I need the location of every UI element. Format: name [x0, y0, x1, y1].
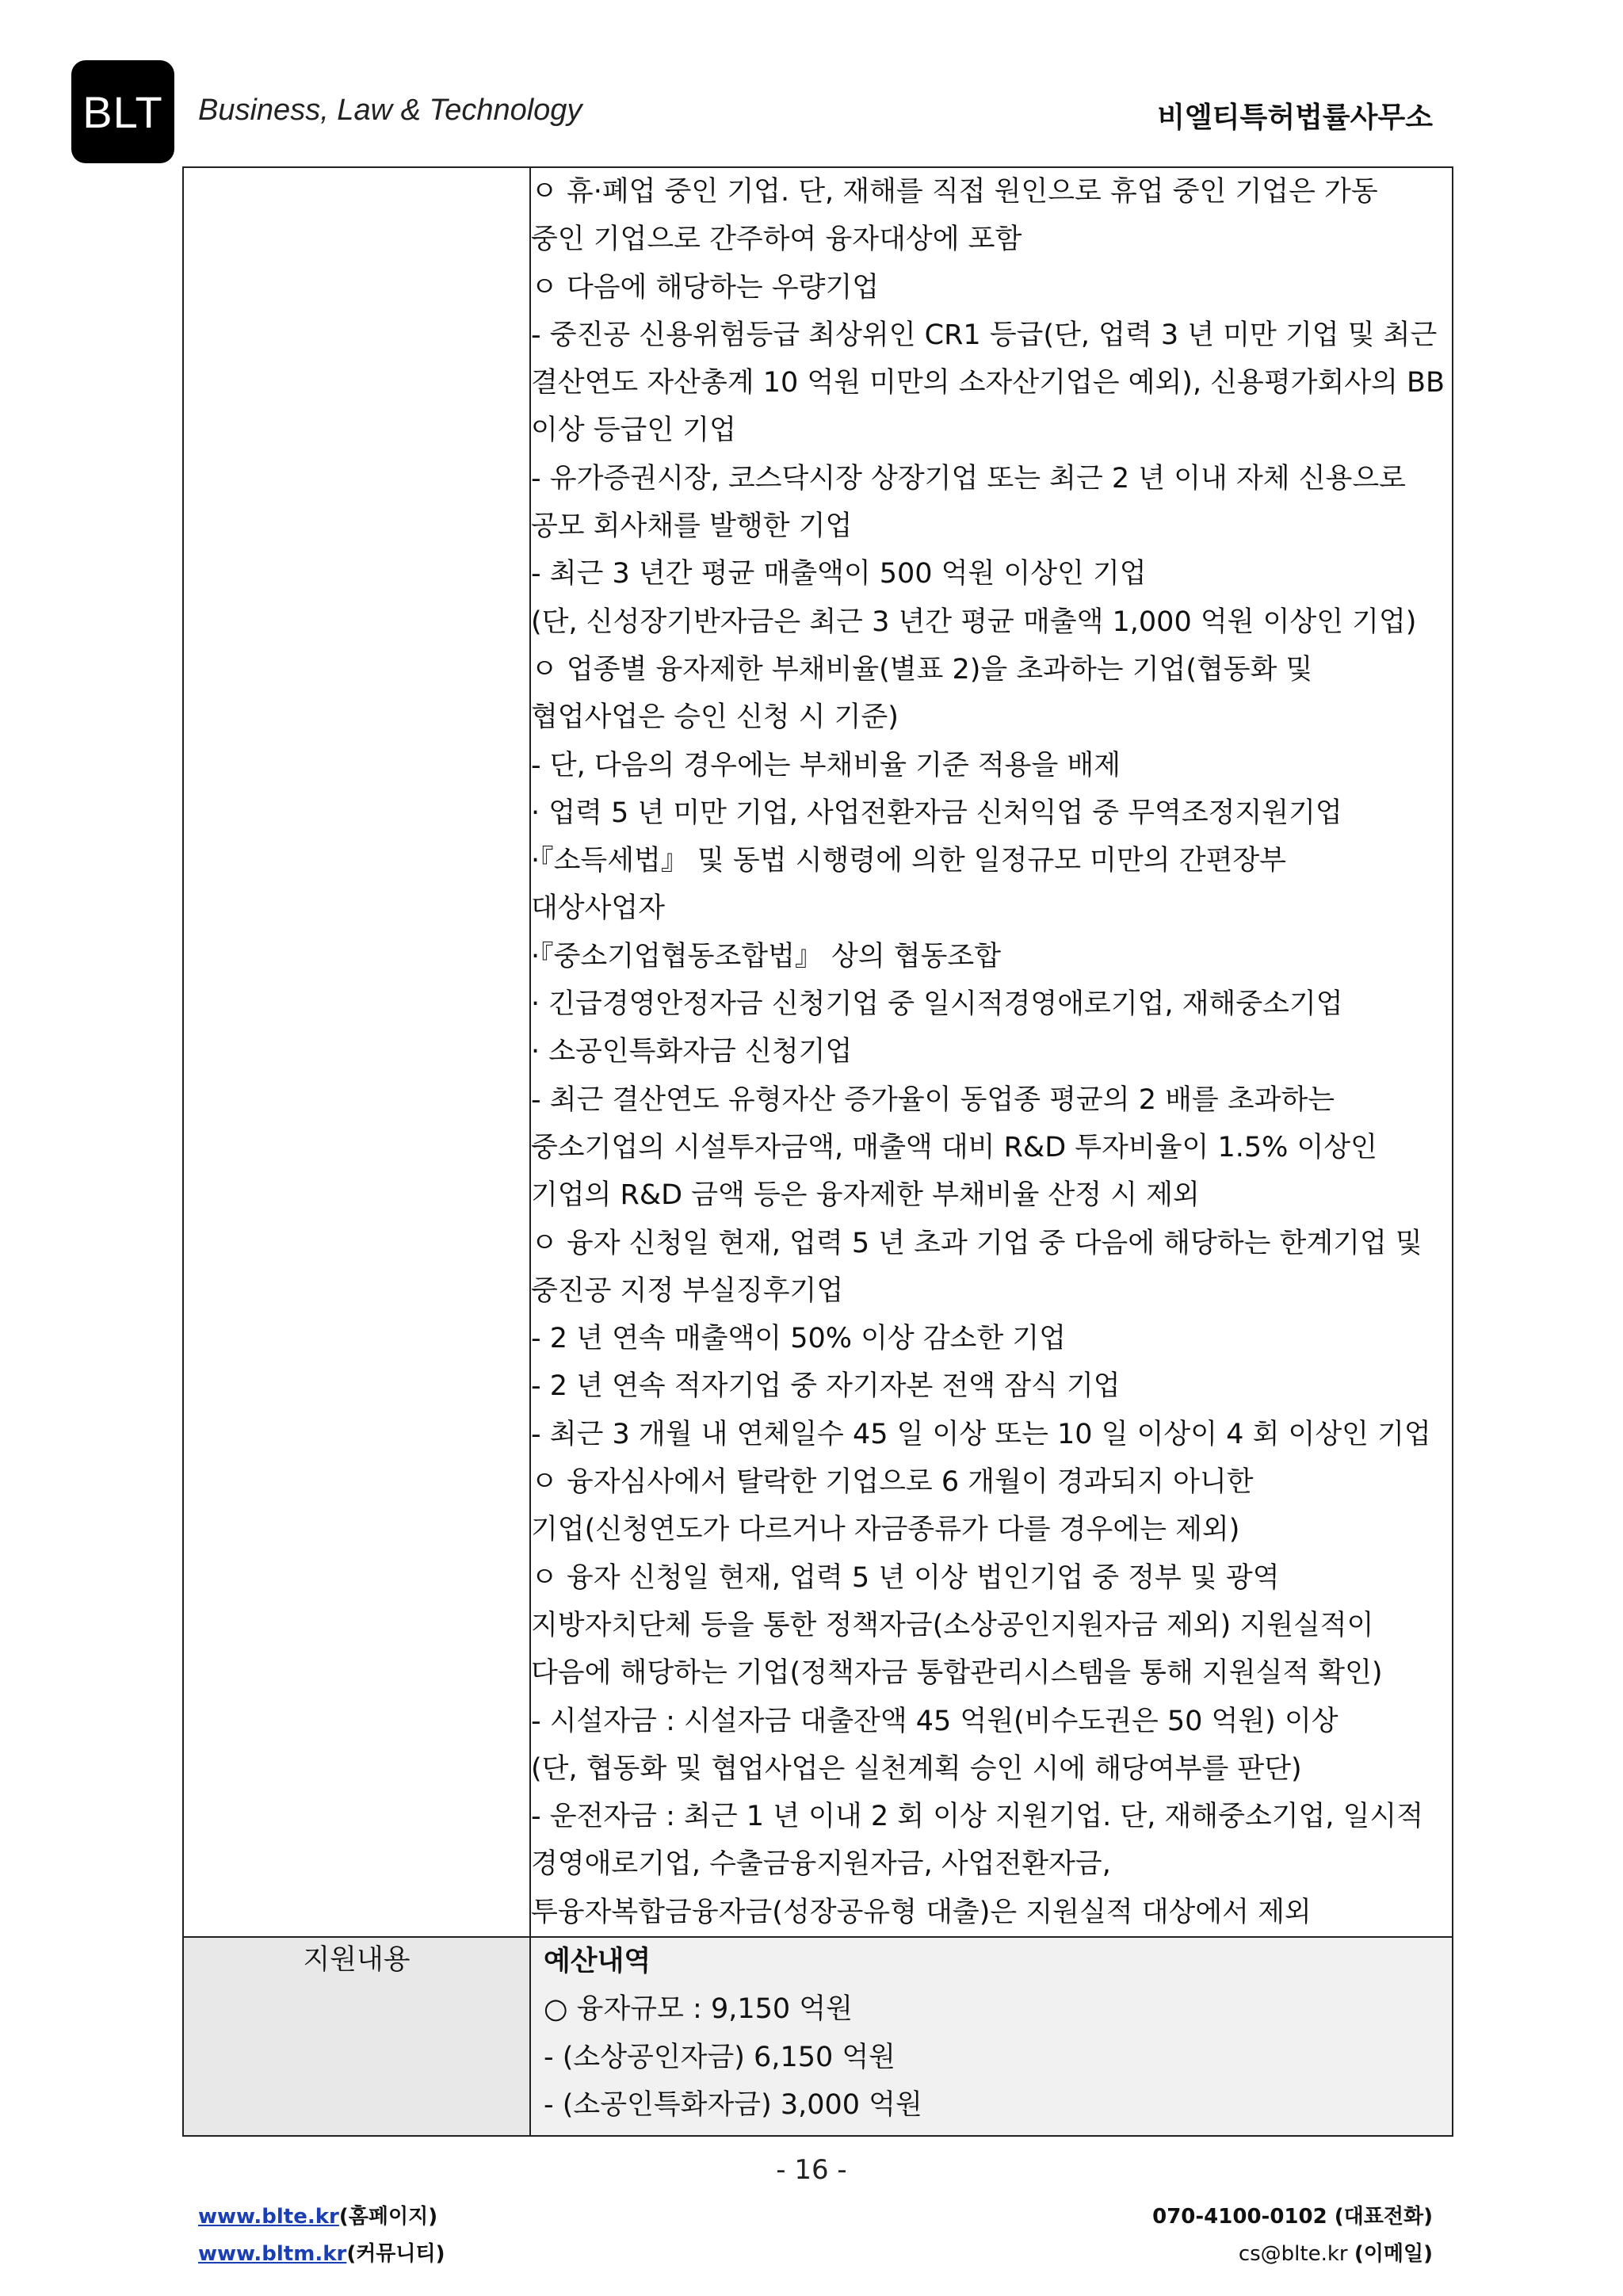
- restriction-line: ㅇ 다음에 해당하는 우량기업: [531, 271, 880, 304]
- restriction-line: 협업사업은 승인 신청 시 기준): [531, 701, 899, 734]
- budget-line: - (소상공인자금) 6,150 억원: [544, 2041, 896, 2073]
- restriction-line: - 운전자금 : 최근 1 년 이내 2 회 이상 지원기업. 단, 재해중소기업, 일시적: [531, 1801, 1424, 1833]
- homepage-link[interactable]: www.blte.kr: [198, 2205, 339, 2229]
- restriction-line: 이상 등급인 기업: [531, 415, 736, 447]
- restriction-line: · 업력 5 년 미만 기업, 사업전환자금 신처익업 중 무역조정지원기업: [531, 797, 1342, 829]
- program-table: [182, 166, 1453, 2137]
- restriction-line: - 중진공 신용위험등급 최상위인 CR1 등급(단, 업력 3 년 미만 기업 및 최근: [531, 319, 1438, 351]
- restriction-line: · 긴급경영안정자금 신청기업 중 일시적경영애로기업, 재해중소기업: [531, 988, 1343, 1021]
- restriction-line: 경영애로기업, 수출금융지원자금, 사업전환자금,: [531, 1848, 1111, 1881]
- restriction-line: - 시설자금 : 시설자금 대출잔액 45 억원(비수도권은 50 억원) 이상: [531, 1705, 1338, 1737]
- restriction-line: 중소기업의 시설투자금액, 매출액 대비 R&D 투자비율이 1.5% 이상인: [531, 1131, 1377, 1163]
- phone-label: (대표전화): [1334, 2205, 1433, 2229]
- restriction-line: ㅇ 휴·폐업 중인 기업. 단, 재해를 직접 원인으로 휴업 중인 기업은 가동: [531, 176, 1378, 208]
- restriction-line: (단, 신성장기반자금은 최근 3 년간 평균 매출액 1,000 억원 이상인 기업): [531, 606, 1417, 638]
- restriction-line: 다음에 해당하는 기업(정책자금 통합관리시스템을 통해 지원실적 확인): [531, 1657, 1383, 1690]
- restriction-line: ·『소득세법』 및 동법 시행령에 의한 일정규모 미만의 간편장부: [531, 845, 1286, 877]
- budget-row: [183, 1937, 1453, 2136]
- restriction-line: - 최근 결산연도 유형자산 증가율이 동업종 평균의 2 배를 초과하는: [531, 1083, 1335, 1116]
- restriction-line: · 소공인특화자금 신청기업: [531, 1036, 853, 1068]
- restriction-line: ㅇ 융자 신청일 현재, 업력 5 년 이상 법인기업 중 정부 및 광역: [531, 1561, 1280, 1594]
- restriction-line: 중인 기업으로 간주하여 융자대상에 포함: [531, 223, 1022, 256]
- blt-logo: [71, 60, 174, 163]
- support-content-label: 지원내용: [303, 1943, 411, 1976]
- restriction-line: 투융자복합금융자금(성장공유형 대출)은 지원실적 대상에서 제외: [531, 1896, 1312, 1928]
- tagline: Business, Law & Technology: [198, 94, 582, 127]
- restriction-line: - 단, 다음의 경우에는 부채비율 기준 적용을 배제: [531, 749, 1121, 781]
- restriction-line: - 2 년 연속 매출액이 50% 이상 감소한 기업: [531, 1323, 1067, 1355]
- restriction-line: ㅇ 업종별 융자제한 부채비율(별표 2)을 초과하는 기업(협동화 및: [531, 653, 1313, 686]
- email-address: cs@blte.kr: [1238, 2242, 1348, 2266]
- restriction-line: - 최근 3 개월 내 연체일수 45 일 이상 또는 10 일 이상이 4 회 이상인 기업: [531, 1418, 1431, 1450]
- restriction-line: ㅇ 융자 신청일 현재, 업력 5 년 초과 기업 중 다음에 해당하는 한계기업 및: [531, 1227, 1423, 1259]
- restriction-line: 중진공 지정 부실징후기업: [531, 1274, 844, 1307]
- logo-text: BLT: [82, 86, 163, 137]
- footer-email: [1239, 2237, 1433, 2267]
- community-link[interactable]: www.bltm.kr: [198, 2242, 347, 2266]
- restriction-line: (단, 협동화 및 협업사업은 실천계획 승인 시에 해당여부를 판단): [531, 1752, 1302, 1785]
- footer-homepage: [198, 2200, 437, 2229]
- footer-community: [198, 2237, 445, 2267]
- restrictions-label-cell: [183, 167, 530, 1937]
- phone-number: 070-4100-0102: [1152, 2205, 1327, 2229]
- footer-phone: [1152, 2200, 1433, 2229]
- restriction-list: [531, 168, 1452, 1936]
- homepage-label: (홈페이지): [338, 2205, 438, 2229]
- restriction-line: - 2 년 연속 적자기업 중 자기자본 전액 잠식 기업: [531, 1370, 1121, 1403]
- restriction-line: - 유가증권시장, 코스닥시장 상장기업 또는 최근 2 년 이내 자체 신용으로: [531, 462, 1406, 495]
- restrictions-row: [183, 167, 1453, 1937]
- budget-content-cell: [530, 1937, 1453, 2136]
- restriction-line: 기업의 R&D 금액 등은 융자제한 부채비율 산정 시 제외: [531, 1179, 1200, 1212]
- firm-name: 비엘티특허법률사무소: [1157, 101, 1433, 134]
- budget-title: 예산내역: [544, 1945, 651, 1977]
- budget-label-cell: [183, 1937, 530, 2136]
- restriction-line: ·『중소기업협동조합법』 상의 협동조합: [531, 940, 1002, 972]
- restriction-line: 대상사업자: [531, 892, 666, 925]
- restriction-line: 기업(신청연도가 다르거나 자금종류가 다를 경우에는 제외): [531, 1514, 1240, 1546]
- page-header: [0, 0, 1623, 166]
- budget-line: ○ 융자규모 : 9,150 억원: [544, 1993, 853, 2026]
- page-number: - 16 -: [776, 2154, 847, 2186]
- restriction-line: - 최근 3 년간 평균 매출액이 500 억원 이상인 기업: [531, 558, 1147, 590]
- community-label: (커뮤니티): [346, 2242, 445, 2266]
- restriction-line: ㅇ 융자심사에서 탈락한 기업으로 6 개월이 경과되지 아니한: [531, 1466, 1254, 1499]
- email-label: (이메일): [1354, 2242, 1433, 2266]
- restrictions-content-cell: [530, 167, 1453, 1937]
- budget-line: - (소공인특화자금) 3,000 억원: [544, 2088, 922, 2121]
- restriction-line: 결산연도 자산총계 10 억원 미만의 소자산기업은 예외), 신용평가회사의 BB: [531, 367, 1445, 399]
- restriction-line: 공모 회사채를 발행한 기업: [531, 510, 853, 543]
- restriction-line: 지방자치단체 등을 통한 정책자금(소상공인지원자금 제외) 지원실적이: [531, 1609, 1374, 1641]
